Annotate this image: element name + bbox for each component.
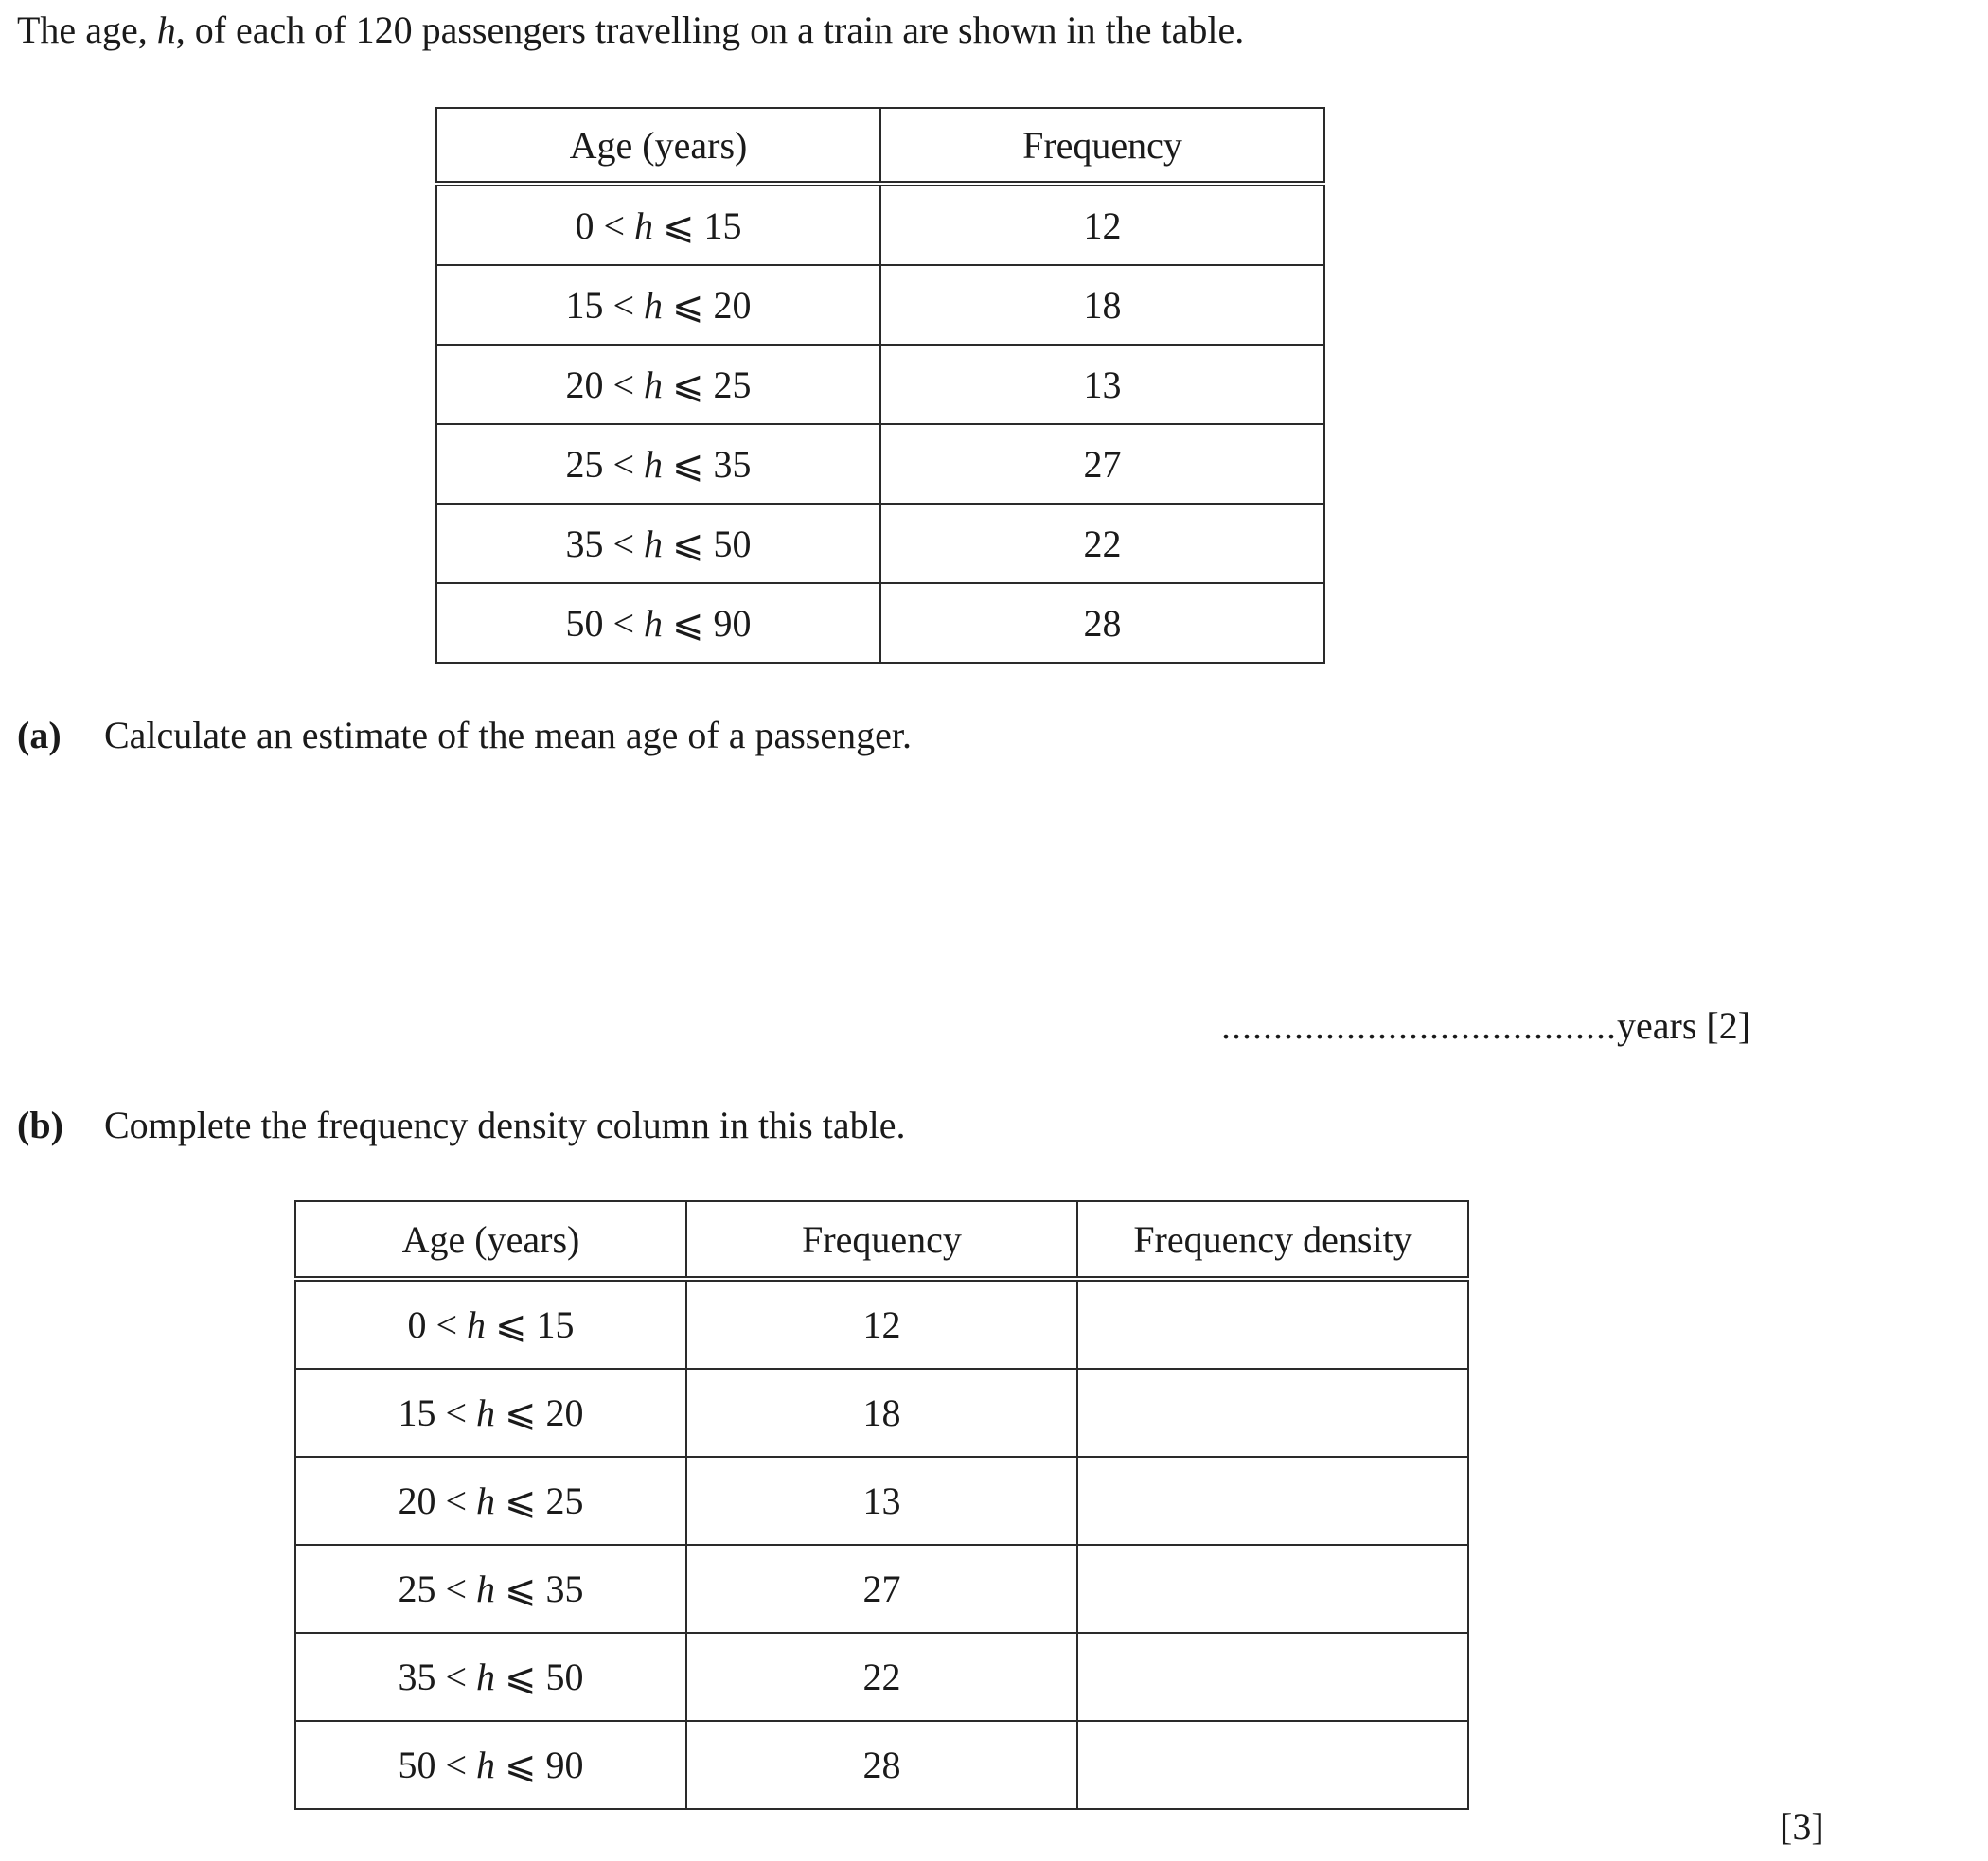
age-frequency-table bbox=[435, 107, 1325, 664]
le-symbol: ⩽ bbox=[505, 1391, 537, 1434]
table-row bbox=[436, 504, 1324, 583]
table-row bbox=[436, 424, 1324, 504]
le-symbol: ⩽ bbox=[505, 1744, 537, 1786]
header-age: Age (years) bbox=[295, 1201, 686, 1279]
answer-unit: years bbox=[1617, 1004, 1697, 1047]
frequency-cell: 12 bbox=[686, 1279, 1077, 1369]
table-row bbox=[295, 1279, 1468, 1369]
age-lower: 25 bbox=[398, 1568, 436, 1610]
le-symbol: ⩽ bbox=[672, 363, 704, 406]
age-upper: 15 bbox=[536, 1303, 575, 1346]
age-variable: h bbox=[476, 1480, 496, 1522]
age-interval-cell bbox=[295, 1721, 686, 1809]
lt-symbol: < bbox=[445, 1744, 468, 1786]
age-lower: 35 bbox=[565, 522, 604, 565]
age-variable: h bbox=[634, 204, 654, 247]
le-symbol: ⩽ bbox=[505, 1480, 537, 1522]
frequency-density-input-cell[interactable] bbox=[1077, 1545, 1468, 1633]
header-age: Age (years) bbox=[436, 108, 880, 184]
frequency-density-input-cell[interactable] bbox=[1077, 1721, 1468, 1809]
age-lower: 0 bbox=[407, 1303, 427, 1346]
age-upper: 15 bbox=[703, 204, 742, 247]
le-symbol: ⩽ bbox=[505, 1656, 537, 1698]
le-symbol: ⩽ bbox=[663, 204, 695, 247]
age-lower: 25 bbox=[565, 442, 604, 486]
table-row bbox=[436, 265, 1324, 345]
age-lower: 15 bbox=[398, 1391, 436, 1434]
le-symbol: ⩽ bbox=[495, 1303, 527, 1346]
table-row bbox=[436, 583, 1324, 663]
age-upper: 90 bbox=[545, 1744, 584, 1786]
lt-symbol: < bbox=[445, 1656, 468, 1698]
age-interval-cell bbox=[436, 504, 880, 583]
lt-symbol: < bbox=[612, 601, 635, 645]
frequency-cell: 13 bbox=[880, 345, 1324, 424]
frequency-density-input-cell[interactable] bbox=[1077, 1633, 1468, 1721]
age-upper: 35 bbox=[713, 442, 752, 486]
intro-text-after: , of each of 120 passengers travelling on a train are shown in the table. bbox=[175, 9, 1245, 51]
table-row bbox=[295, 1457, 1468, 1545]
part-a-question bbox=[17, 713, 912, 757]
le-symbol: ⩽ bbox=[505, 1568, 537, 1610]
age-lower: 0 bbox=[575, 204, 595, 247]
age-interval-cell bbox=[295, 1545, 686, 1633]
part-b-marks: [3] bbox=[1780, 1805, 1824, 1848]
header-frequency: Frequency bbox=[686, 1201, 1077, 1279]
age-lower: 35 bbox=[398, 1656, 436, 1698]
table-row bbox=[436, 345, 1324, 424]
age-variable: h bbox=[644, 442, 664, 486]
age-variable: h bbox=[476, 1568, 496, 1610]
age-lower: 20 bbox=[565, 363, 604, 406]
age-lower: 20 bbox=[398, 1480, 436, 1522]
part-b-question bbox=[17, 1103, 905, 1147]
age-interval-cell bbox=[436, 583, 880, 663]
frequency-cell: 22 bbox=[880, 504, 1324, 583]
table-row bbox=[295, 1721, 1468, 1809]
table-row bbox=[295, 1633, 1468, 1721]
age-upper: 20 bbox=[713, 283, 752, 327]
lt-symbol: < bbox=[435, 1303, 458, 1346]
le-symbol: ⩽ bbox=[672, 283, 704, 327]
lt-symbol: < bbox=[445, 1480, 468, 1522]
le-symbol: ⩽ bbox=[672, 442, 704, 486]
frequency-cell: 18 bbox=[880, 265, 1324, 345]
age-interval-cell bbox=[295, 1633, 686, 1721]
age-upper: 20 bbox=[545, 1391, 584, 1434]
part-b-text: Complete the frequency density column in this table. bbox=[104, 1104, 906, 1146]
part-a-text: Calculate an estimate of the mean age of a passenger. bbox=[104, 714, 912, 756]
age-interval-cell bbox=[295, 1279, 686, 1369]
table-row bbox=[295, 1545, 1468, 1633]
frequency-density-input-cell[interactable] bbox=[1077, 1279, 1468, 1369]
age-upper: 50 bbox=[545, 1656, 584, 1698]
lt-symbol: < bbox=[612, 363, 635, 406]
header-frequency: Frequency bbox=[880, 108, 1324, 184]
age-variable: h bbox=[476, 1744, 496, 1786]
age-interval-cell bbox=[295, 1457, 686, 1545]
part-b-label: (b) bbox=[17, 1104, 63, 1146]
frequency-cell: 27 bbox=[880, 424, 1324, 504]
age-upper: 25 bbox=[545, 1480, 584, 1522]
lt-symbol: < bbox=[603, 204, 626, 247]
age-interval-cell bbox=[295, 1369, 686, 1457]
answer-dots[interactable]: ...................................... bbox=[1221, 1004, 1617, 1047]
age-lower: 50 bbox=[565, 601, 604, 645]
age-interval-cell bbox=[436, 345, 880, 424]
frequency-cell: 28 bbox=[686, 1721, 1077, 1809]
age-interval-cell bbox=[436, 265, 880, 345]
table-row bbox=[436, 184, 1324, 265]
part-a-label: (a) bbox=[17, 714, 62, 756]
age-variable: h bbox=[476, 1656, 496, 1698]
age-upper: 50 bbox=[713, 522, 752, 565]
lt-symbol: < bbox=[445, 1568, 468, 1610]
age-interval-cell bbox=[436, 184, 880, 265]
age-variable: h bbox=[644, 363, 664, 406]
age-upper: 35 bbox=[545, 1568, 584, 1610]
frequency-cell: 22 bbox=[686, 1633, 1077, 1721]
frequency-density-table bbox=[294, 1200, 1469, 1810]
frequency-density-input-cell[interactable] bbox=[1077, 1369, 1468, 1457]
frequency-cell: 18 bbox=[686, 1369, 1077, 1457]
lt-symbol: < bbox=[612, 442, 635, 486]
le-symbol: ⩽ bbox=[672, 601, 704, 645]
age-upper: 90 bbox=[713, 601, 752, 645]
table-row bbox=[295, 1369, 1468, 1457]
intro-variable: h bbox=[156, 9, 176, 51]
header-frequency-density: Frequency density bbox=[1077, 1201, 1468, 1279]
question-intro bbox=[17, 8, 1244, 52]
frequency-cell: 27 bbox=[686, 1545, 1077, 1633]
table-header-row bbox=[436, 108, 1324, 184]
part-a-answer-line[interactable] bbox=[1221, 1003, 1750, 1048]
part-a-marks: [2] bbox=[1706, 1004, 1751, 1047]
frequency-cell: 13 bbox=[686, 1457, 1077, 1545]
age-variable: h bbox=[644, 601, 664, 645]
table-header-row bbox=[295, 1201, 1468, 1279]
intro-text-before: The age, bbox=[17, 9, 157, 51]
age-lower: 50 bbox=[398, 1744, 436, 1786]
age-variable: h bbox=[476, 1391, 496, 1434]
frequency-cell: 12 bbox=[880, 184, 1324, 265]
age-upper: 25 bbox=[713, 363, 752, 406]
frequency-density-input-cell[interactable] bbox=[1077, 1457, 1468, 1545]
age-lower: 15 bbox=[565, 283, 604, 327]
age-variable: h bbox=[644, 522, 664, 565]
age-interval-cell bbox=[436, 424, 880, 504]
lt-symbol: < bbox=[612, 522, 635, 565]
lt-symbol: < bbox=[445, 1391, 468, 1434]
lt-symbol: < bbox=[612, 283, 635, 327]
le-symbol: ⩽ bbox=[672, 522, 704, 565]
age-variable: h bbox=[467, 1303, 487, 1346]
frequency-cell: 28 bbox=[880, 583, 1324, 663]
age-variable: h bbox=[644, 283, 664, 327]
